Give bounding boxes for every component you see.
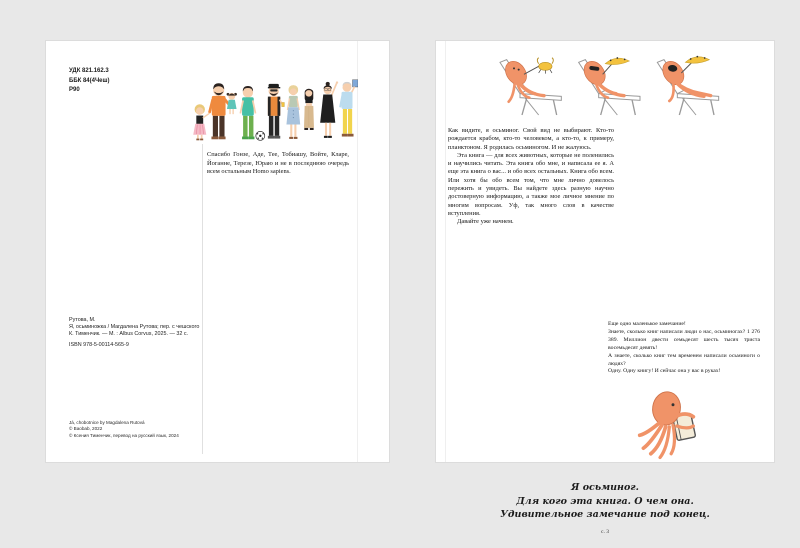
toddler-teal-dress xyxy=(227,93,237,114)
paragraph-3: Давайте уже начнем. xyxy=(457,218,514,226)
man-teal-shirt xyxy=(240,86,255,139)
octopus-book-illustration xyxy=(636,389,710,463)
catalog-author: Рутова, М. xyxy=(69,317,96,323)
paragraph-2: Эта книга — для всех животных, которые не поленились и научились читать. Эта книга обо мне, и написала ее я. А еще эта книга о вас... и обо всех остальных. Книга обо всем. Или хотя бы обо всем том, что мне лично довелось пережить и увидеть. Вы найдете здесь разную научно достоверную информацию, а также мое личное мнение по многим вопросам. Уф, так много слов в качестве вступления. xyxy=(448,151,614,217)
main-body-text xyxy=(448,127,614,227)
catalog-imprint: К. Тименчик. — М. : Albus Corvus, 2025. — 32 с. xyxy=(69,331,189,338)
aside-line-2: Знаете, сколько книг написали люди о нас, осьминогах? 1 276 389. Миллион двести семьдесят шесть тысяч триста восемьдесят девять! xyxy=(608,328,760,351)
left-page-column-rule xyxy=(202,144,203,454)
copyright-translation-line: © Ксения Тименчик, перевод на русский язык, 2024 xyxy=(69,432,179,438)
classification-block xyxy=(69,67,110,96)
paragraph-1: Как видите, я осьминог. Свой вид не выбирают. Кто-то рождается крабом, кто-то человеком, а кто-то, к примеру, планктоном. Я родилась осьминогом. И не жалуюсь. xyxy=(448,127,614,151)
octopus-loungers-illustration xyxy=(492,51,724,127)
copyright-publisher-line: © Baobab, 2022 xyxy=(69,426,103,432)
man-orange-shirt xyxy=(209,83,230,139)
octopus-on-lounger-1 xyxy=(500,57,561,115)
catalog-card xyxy=(69,317,199,349)
yellow-parasol-icon xyxy=(685,56,709,63)
yellow-crab-icon xyxy=(537,58,553,74)
aside-line-1: Еще одно маленькое замечание! xyxy=(608,321,686,327)
chapter-caption xyxy=(435,481,775,522)
catalog-title: Я, осьминожка / Магдалена Рутова; пер. с чешского xyxy=(69,324,200,331)
caption-line-3: Удивительное замечание под конец. xyxy=(500,509,710,520)
right-page-margin-rule xyxy=(445,41,446,462)
octopus-on-lounger-2 xyxy=(579,57,640,115)
original-title-line: Já, chobotnice by Magdalena Rutová xyxy=(69,420,145,425)
caption-line-1: Я осьминог. xyxy=(571,482,639,493)
isbn: ISBN 978-5-00114-565-9 xyxy=(69,341,129,348)
aside-line-3: А знаете, сколько книг тем временем написали осьминоги о людях? xyxy=(608,352,760,367)
man-blue-shirt-book xyxy=(340,80,358,137)
author-code-line: Р90 xyxy=(69,87,80,93)
family-illustration xyxy=(186,55,358,141)
soccer-ball xyxy=(256,131,265,140)
aside-note xyxy=(608,321,760,376)
yellow-parasol-icon xyxy=(605,57,629,64)
octopus-on-lounger-3 xyxy=(657,56,718,115)
left-page xyxy=(45,40,390,463)
woman-black-dress xyxy=(320,81,338,138)
caption-line-2: Для кого эта книга. О чем она. xyxy=(516,495,694,507)
dedication-text: Спасибо Гонзе, Аде, Тее, Тобиашу, Войте, Кларе, Йоганне, Терезе, Юраю и не в последнюю очередь всем остальным Homo sapiens. xyxy=(207,151,349,176)
aside-line-4: Одну. Одну книгу! И сейчас она у вас в руках! xyxy=(608,368,721,375)
copyright-block xyxy=(69,420,179,439)
woman-black-top xyxy=(304,89,314,130)
page-number: с. 3 xyxy=(601,529,609,535)
bbk-line: ББК 84(4Чеш) xyxy=(69,77,110,84)
girl-pink-skirt xyxy=(193,104,210,140)
right-page xyxy=(435,40,775,463)
udc-line: УДК 821.162.3 xyxy=(69,68,109,74)
woman-blue-skirt xyxy=(286,85,300,139)
man-black-cap xyxy=(268,84,285,139)
